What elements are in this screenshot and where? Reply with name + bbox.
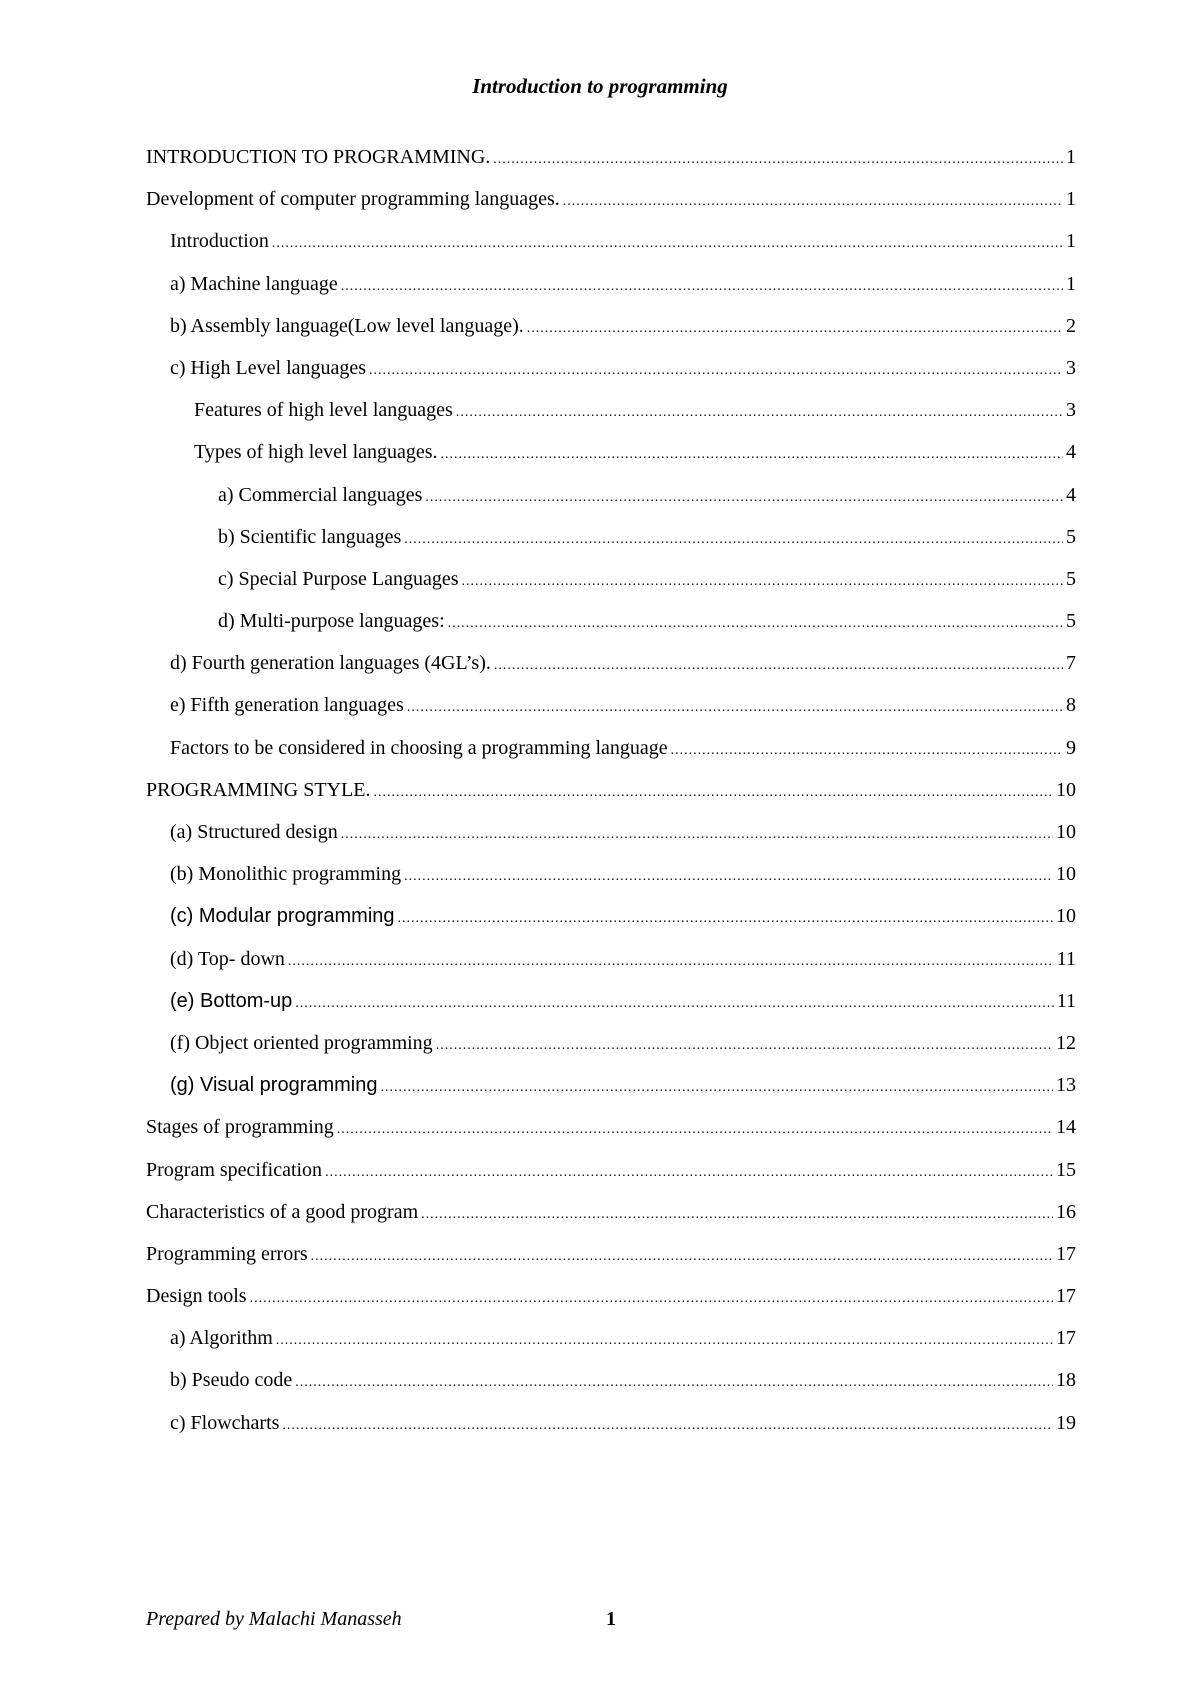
toc-entry-page: 18 (1056, 1369, 1076, 1392)
toc-entry-page: 4 (1066, 441, 1076, 464)
toc-dot-leader (441, 447, 1063, 463)
toc-entry[interactable] (146, 1074, 1076, 1116)
toc-entry-title: c) Flowcharts (170, 1411, 280, 1434)
toc-entry-page: 5 (1066, 610, 1076, 633)
toc-entry-page: 14 (1056, 1116, 1076, 1139)
toc-entry[interactable] (146, 315, 1076, 357)
toc-dot-leader (421, 1207, 1053, 1223)
toc-entry[interactable] (146, 905, 1076, 947)
toc-entry-title: c) High Level languages (170, 356, 367, 379)
toc-entry[interactable] (146, 1327, 1076, 1369)
toc-entry-page: 8 (1066, 694, 1076, 717)
page-header (0, 74, 1200, 99)
toc-entry-title: (b) Monolithic programming (170, 863, 402, 886)
toc-entry-title: Design tools (146, 1285, 247, 1308)
toc-entry-page: 1 (1066, 272, 1076, 295)
toc-dot-leader (295, 1375, 1053, 1391)
toc-entry[interactable] (146, 652, 1076, 694)
toc-entry-page: 10 (1056, 863, 1076, 886)
toc-entry-title: Factors to be considered in choosing a programming language (170, 736, 668, 759)
toc-entry-title: d) Fourth generation languages (4GL’s). (170, 652, 491, 675)
toc-entry[interactable] (146, 357, 1076, 399)
toc-entry-title: b) Pseudo code (170, 1369, 293, 1392)
toc-dot-leader (425, 490, 1063, 506)
toc-entry-title: Introduction (170, 230, 269, 253)
toc-entry[interactable] (146, 1201, 1076, 1243)
toc-dot-leader (563, 194, 1063, 210)
toc-entry-title: (a) Structured design (170, 821, 338, 843)
toc-entry[interactable] (146, 1116, 1076, 1158)
toc-entry[interactable] (146, 863, 1076, 905)
toc-entry-title: (d) Top- down (170, 947, 285, 970)
toc-dot-leader (404, 869, 1053, 885)
toc-dot-leader (276, 1333, 1053, 1349)
toc-entry[interactable] (146, 821, 1076, 863)
toc-entry-title: e) Fifth generation languages (170, 694, 404, 717)
table-of-contents (146, 146, 1076, 1454)
toc-entry[interactable] (146, 441, 1076, 483)
toc-entry-title: Development of computer programming languages. (146, 188, 560, 211)
toc-entry[interactable] (146, 1369, 1076, 1411)
toc-entry-title: (c) Modular programming (170, 905, 395, 928)
toc-entry-page: 2 (1066, 314, 1076, 337)
toc-dot-leader (461, 574, 1063, 590)
toc-dot-leader (456, 405, 1063, 421)
toc-entry-page: 17 (1056, 1242, 1076, 1265)
toc-entry[interactable] (146, 779, 1076, 821)
toc-dot-leader (311, 1249, 1053, 1265)
toc-dot-leader (272, 236, 1063, 252)
toc-entry-page: 5 (1066, 525, 1076, 548)
toc-entry-page: 13 (1056, 1074, 1076, 1097)
toc-entry-page: 11 (1056, 989, 1076, 1012)
toc-entry-title: d) Multi-purpose languages: (218, 610, 445, 633)
toc-entry-title: INTRODUCTION TO PROGRAMMING. (146, 146, 491, 168)
toc-entry[interactable] (146, 1032, 1076, 1074)
toc-entry-title: c) Special Purpose Languages (218, 567, 459, 590)
toc-entry[interactable] (146, 568, 1076, 610)
toc-entry-page: 1 (1066, 230, 1076, 253)
toc-entry-page: 4 (1066, 483, 1076, 506)
toc-dot-leader (369, 363, 1063, 379)
toc-entry[interactable] (146, 484, 1076, 526)
toc-entry-page: 17 (1056, 1327, 1076, 1350)
toc-dot-leader (493, 152, 1063, 168)
toc-entry[interactable] (146, 146, 1076, 188)
toc-dot-leader (404, 532, 1063, 548)
toc-entry-title: Programming errors (146, 1242, 308, 1265)
toc-entry-page: 1 (1066, 146, 1076, 168)
toc-dot-leader (337, 1122, 1053, 1138)
toc-entry-title: a) Commercial languages (218, 483, 423, 506)
toc-entry[interactable] (146, 188, 1076, 230)
toc-entry-title: a) Machine language (170, 272, 338, 295)
toc-dot-leader (325, 1165, 1053, 1181)
toc-dot-leader (341, 827, 1053, 843)
toc-dot-leader (381, 1080, 1054, 1096)
toc-entry-page: 10 (1056, 905, 1076, 928)
toc-entry[interactable] (146, 1243, 1076, 1285)
toc-entry-page: 10 (1056, 778, 1076, 801)
toc-entry-title: Stages of programming (146, 1116, 334, 1139)
toc-entry-page: 12 (1056, 1031, 1076, 1054)
toc-dot-leader (448, 616, 1063, 632)
toc-entry-title: Characteristics of a good program (146, 1200, 419, 1223)
toc-entry-page: 16 (1056, 1200, 1076, 1223)
toc-dot-leader (250, 1291, 1053, 1307)
footer-author: Prepared by Malachi Manasseh (146, 1608, 402, 1630)
toc-entry[interactable] (146, 230, 1076, 272)
toc-entry-page: 10 (1056, 821, 1076, 843)
toc-entry[interactable] (146, 694, 1076, 736)
toc-entry-page: 3 (1066, 356, 1076, 379)
toc-entry-page: 11 (1056, 947, 1076, 970)
toc-entry-title: Types of high level languages. (194, 441, 438, 464)
toc-entry-title: Program specification (146, 1158, 323, 1181)
toc-dot-leader (407, 700, 1063, 716)
toc-entry[interactable] (146, 1412, 1076, 1454)
toc-entry[interactable] (146, 273, 1076, 315)
toc-entry-page: 5 (1066, 567, 1076, 590)
toc-dot-leader (282, 1418, 1053, 1434)
toc-entry-page: 19 (1056, 1411, 1076, 1434)
toc-entry-page: 15 (1056, 1158, 1076, 1181)
toc-entry-page: 3 (1066, 399, 1076, 422)
toc-entry[interactable] (146, 610, 1076, 652)
footer-page-number: 1 (606, 1608, 616, 1630)
toc-entry-page: 7 (1066, 652, 1076, 675)
toc-entry-title: (g) Visual programming (170, 1074, 378, 1097)
toc-entry[interactable] (146, 399, 1076, 441)
toc-entry[interactable] (146, 990, 1076, 1032)
toc-entry-page: 9 (1066, 736, 1076, 759)
toc-entry[interactable] (146, 526, 1076, 568)
document-title: Introduction to programming (472, 74, 728, 98)
toc-entry[interactable] (146, 948, 1076, 990)
toc-entry-title: PROGRAMMING STYLE. (146, 778, 371, 801)
toc-dot-leader (288, 954, 1054, 970)
toc-dot-leader (494, 658, 1063, 674)
toc-entry-title: a) Algorithm (170, 1327, 273, 1350)
toc-entry-title: Features of high level languages (194, 399, 453, 422)
toc-dot-leader (341, 279, 1063, 295)
toc-entry-page: 17 (1056, 1285, 1076, 1308)
toc-entry[interactable] (146, 737, 1076, 779)
toc-dot-leader (436, 1038, 1053, 1054)
toc-dot-leader (398, 911, 1053, 927)
toc-entry-title: b) Assembly language(Low level language). (170, 314, 524, 337)
toc-entry-title: b) Scientific languages (218, 525, 402, 548)
toc-entry-page: 1 (1066, 188, 1076, 211)
toc-entry-title: (f) Object oriented programming (170, 1031, 433, 1054)
toc-entry[interactable] (146, 1285, 1076, 1327)
toc-entry-title: (e) Bottom-up (170, 989, 293, 1012)
toc-dot-leader (295, 996, 1053, 1012)
toc-dot-leader (373, 785, 1053, 801)
toc-entry[interactable] (146, 1159, 1076, 1201)
toc-dot-leader (527, 321, 1063, 337)
toc-dot-leader (671, 743, 1063, 759)
